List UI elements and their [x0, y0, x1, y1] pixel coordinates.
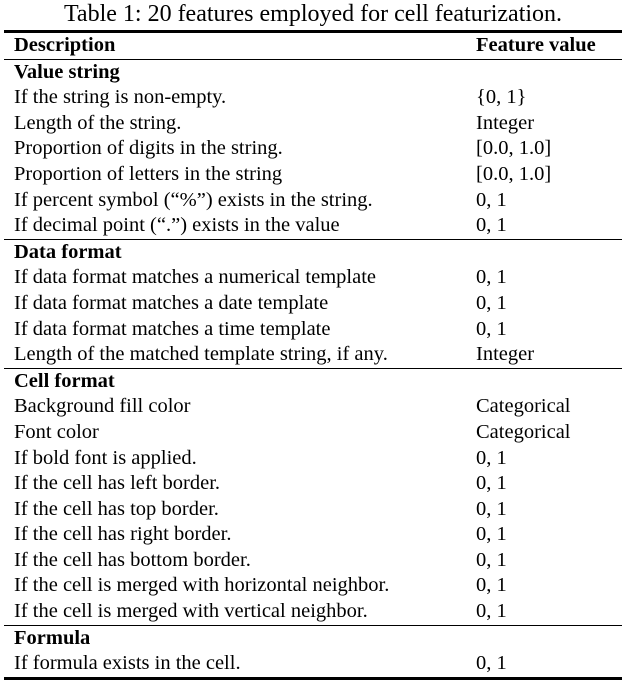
- description-cell: If data format matches a numerical template: [14, 266, 376, 289]
- description-cell: If percent symbol (“%”) exists in the string.: [14, 188, 373, 211]
- feature-value-cell: Integer: [476, 343, 535, 366]
- description-cell: Length of the string.: [14, 111, 182, 134]
- table-row: [4, 548, 622, 574]
- section-title: Data format: [4, 239, 622, 265]
- description-cell: Font color: [14, 420, 99, 443]
- table-row: [4, 420, 622, 446]
- feature-value-cell: 0, 1: [476, 317, 507, 340]
- feature-value-cell: [0.0, 1.0]: [476, 137, 552, 160]
- table-row: [4, 342, 622, 368]
- feature-value-cell: 0, 1: [476, 574, 507, 597]
- description-cell: If formula exists in the cell.: [4, 651, 466, 678]
- description-cell: If data format matches a date template: [14, 291, 329, 314]
- section-header-row: [4, 59, 622, 85]
- features-table: [4, 30, 622, 680]
- feature-value-cell: Categorical: [476, 395, 571, 418]
- feature-value-cell: Categorical: [476, 420, 571, 443]
- table-header-row: [4, 32, 622, 60]
- section-header-row: [4, 625, 622, 651]
- table-row: [4, 85, 622, 111]
- description-cell: If the cell has bottom border.: [14, 548, 251, 571]
- table-row: [4, 497, 622, 523]
- column-header-description: Description: [4, 32, 466, 60]
- table-row: [4, 111, 622, 137]
- feature-value-cell: [0.0, 1.0]: [476, 162, 552, 185]
- description-cell: Length of the matched template string, if any.: [14, 343, 388, 366]
- description-cell: If the cell has right border.: [14, 523, 232, 546]
- feature-value-cell: 0, 1: [476, 291, 507, 314]
- feature-value-cell: 0, 1: [476, 472, 507, 495]
- feature-value-cell: 0, 1: [476, 497, 507, 520]
- description-cell: If the cell is merged with vertical neighbor.: [14, 600, 368, 623]
- feature-value-cell: 0, 1: [476, 548, 507, 571]
- description-cell: Background fill color: [14, 395, 191, 418]
- section-title: Cell format: [4, 368, 622, 394]
- table-row: [4, 162, 622, 188]
- column-header-feature-value: Feature value: [466, 32, 622, 60]
- feature-value-cell: 0, 1: [476, 446, 507, 469]
- table-row: [4, 394, 622, 420]
- feature-value-cell: 0, 1: [476, 214, 507, 237]
- table-caption: Table 1: 20 features employed for cell featurization.: [63, 1, 563, 27]
- description-cell: If the string is non-empty.: [14, 86, 227, 109]
- section-header-row: [4, 239, 622, 265]
- table-body: [4, 59, 622, 678]
- feature-value-cell: {0, 1}: [476, 86, 527, 109]
- section-title: Value string: [14, 60, 120, 83]
- description-cell: If decimal point (“.”) exists in the value: [14, 214, 340, 237]
- description-cell: If the cell is merged with horizontal neighbor.: [14, 574, 390, 597]
- section-header-row: [4, 368, 622, 394]
- description-cell: If the cell has left border.: [14, 472, 221, 495]
- feature-value-cell: 0, 1: [476, 523, 507, 546]
- feature-value-cell: 0, 1: [476, 266, 507, 289]
- table-row: [4, 446, 622, 472]
- description-cell: Proportion of letters in the string: [14, 162, 283, 185]
- description-cell: If bold font is applied.: [14, 446, 197, 469]
- section-title: Formula: [4, 625, 622, 651]
- table-row: [4, 136, 622, 162]
- table-row: [4, 291, 622, 317]
- table-row: [4, 188, 622, 214]
- feature-value-cell: Integer: [476, 111, 535, 134]
- feature-value-cell: 0, 1: [466, 651, 622, 678]
- description-cell: If the cell has top border.: [14, 497, 219, 520]
- feature-value-cell: 0, 1: [476, 188, 507, 211]
- table-row: [4, 573, 622, 599]
- table-row: [4, 317, 622, 343]
- table-row: [4, 599, 622, 625]
- table-row: [4, 471, 622, 497]
- description-cell: Proportion of digits in the string.: [14, 137, 283, 160]
- table-row: [4, 651, 622, 678]
- description-cell: If data format matches a time template: [14, 317, 331, 340]
- table-row: [4, 213, 622, 239]
- table-row: [4, 265, 622, 291]
- feature-value-cell: 0, 1: [476, 600, 507, 623]
- table-row: [4, 522, 622, 548]
